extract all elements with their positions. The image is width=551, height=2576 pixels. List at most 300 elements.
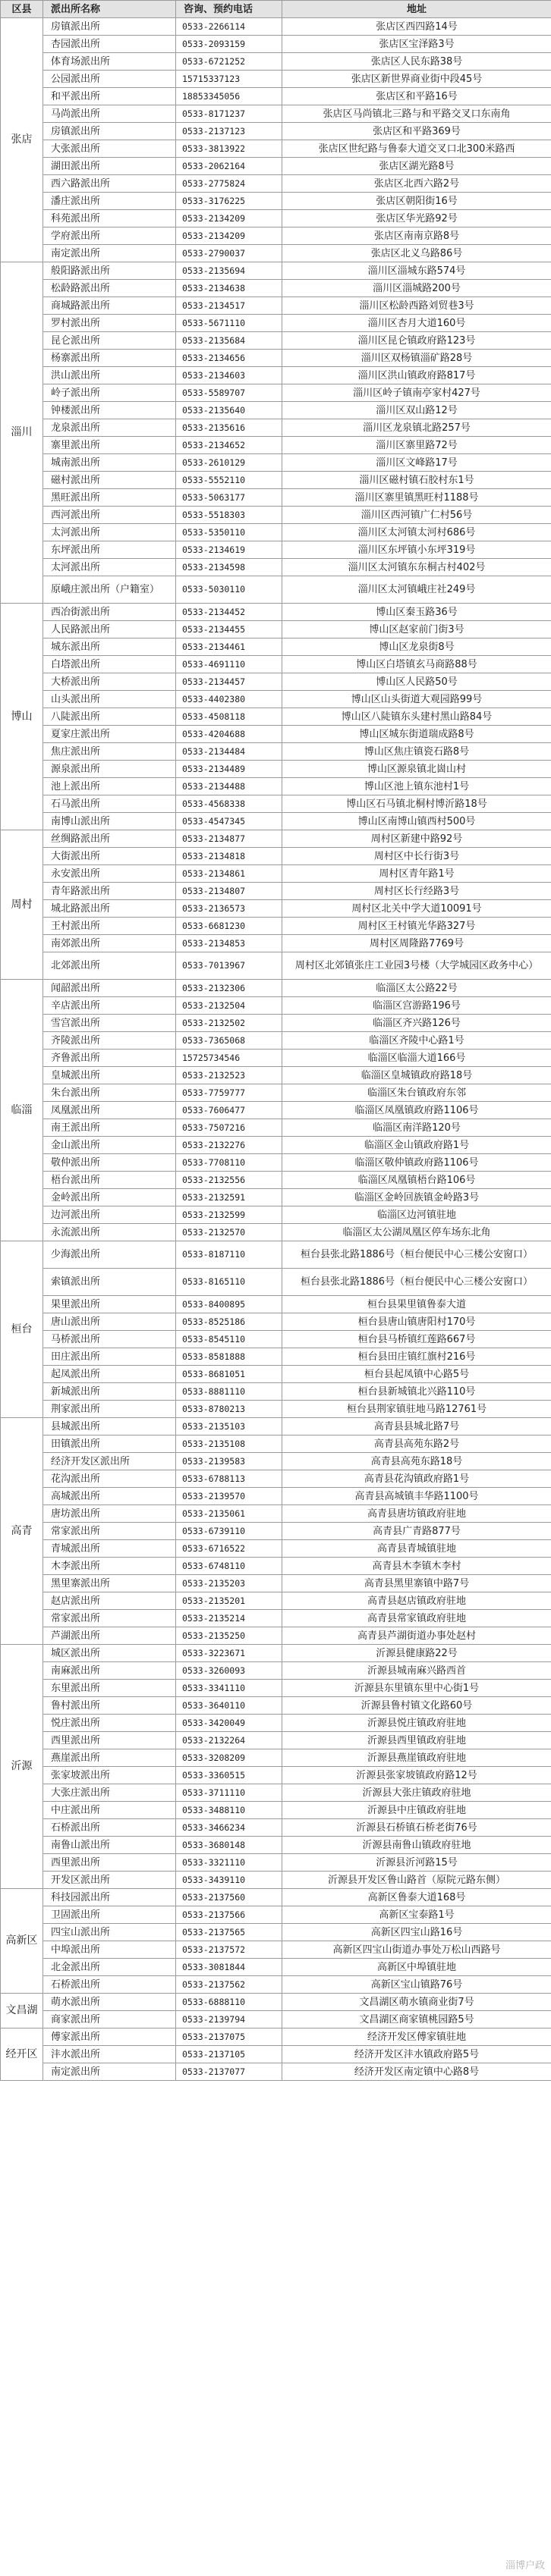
address-cell: 沂源县张家坡镇政府路12号 (282, 1767, 551, 1784)
phone-cell: 0533-2132502 (176, 1015, 282, 1032)
address-cell: 沂源县悦庄镇政府驻地 (282, 1715, 551, 1732)
address-cell: 淄川区龙泉镇北路257号 (282, 419, 551, 437)
station-name-cell: 城东派出所 (43, 639, 176, 656)
station-name-cell: 黑旺派出所 (43, 489, 176, 507)
table-row (1, 2011, 551, 2028)
station-name-cell: 城南派出所 (43, 454, 176, 472)
table-row (1, 980, 551, 997)
address-cell: 张店区马尚镇北三路与和平路交叉口东南角 (282, 105, 551, 123)
address-cell: 周村区周隆路7769号 (282, 935, 551, 952)
phone-cell: 0533-2135684 (176, 332, 282, 350)
table-row (1, 454, 551, 472)
table-row (1, 1889, 551, 1906)
table-row (1, 778, 551, 795)
phone-cell: 0533-2139583 (176, 1453, 282, 1470)
address-cell: 沂源县鲁村镇文化路60号 (282, 1697, 551, 1715)
address-cell: 沂源县沂河路15号 (282, 1854, 551, 1872)
station-name-cell: 果里派出所 (43, 1296, 176, 1313)
table-body (1, 18, 551, 2081)
address-cell: 博山区城东街道瑞成路8号 (282, 726, 551, 743)
address-cell: 张店区北义乌路86号 (282, 245, 551, 262)
address-cell: 周村区北郊镇张庄工业园3号楼（大学城园区政务中心） (282, 952, 551, 980)
header-phone: 咨询、预约电话 (176, 1, 282, 18)
station-name-cell: 房镇派出所 (43, 18, 176, 36)
phone-cell: 0533-2134489 (176, 761, 282, 778)
address-cell: 高青县高苑东路18号 (282, 1453, 551, 1470)
table-row (1, 1906, 551, 1924)
table-row (1, 576, 551, 604)
station-name-cell: 昆仑派出所 (43, 332, 176, 350)
table-row (1, 1558, 551, 1575)
table-row (1, 472, 551, 489)
phone-cell: 0533-3488110 (176, 1802, 282, 1819)
station-name-cell: 八陡派出所 (43, 708, 176, 726)
station-name-cell: 南郊派出所 (43, 935, 176, 952)
table-row (1, 36, 551, 53)
station-name-cell: 东里派出所 (43, 1680, 176, 1697)
table-row (1, 332, 551, 350)
address-cell: 淄川区洪山镇政府路817号 (282, 367, 551, 384)
table-row (1, 1154, 551, 1172)
phone-cell: 0533-2137077 (176, 2063, 282, 2081)
station-name-cell: 萌水派出所 (43, 1994, 176, 2011)
address-cell: 高青县广青路877号 (282, 1523, 551, 1540)
station-name-cell: 黑里寨派出所 (43, 1575, 176, 1592)
station-name-cell: 辛店派出所 (43, 997, 176, 1015)
table-row (1, 639, 551, 656)
county-cell: 张店 (1, 18, 43, 262)
table-row (1, 1540, 551, 1558)
table-row (1, 1680, 551, 1697)
table-row (1, 1715, 551, 1732)
station-name-cell: 悦庄派出所 (43, 1715, 176, 1732)
station-name-cell: 金山派出所 (43, 1137, 176, 1154)
table-row (1, 123, 551, 140)
phone-cell: 0533-2135201 (176, 1592, 282, 1610)
address-cell: 高新区宝泰路1号 (282, 1906, 551, 1924)
address-cell: 临淄区临淄大道166号 (282, 1050, 551, 1067)
station-name-cell: 城北路派出所 (43, 900, 176, 918)
phone-cell: 0533-7708110 (176, 1154, 282, 1172)
table-row (1, 1872, 551, 1889)
phone-cell: 0533-3439110 (176, 1872, 282, 1889)
table-row (1, 656, 551, 673)
table-row (1, 193, 551, 210)
station-name-cell: 沣水派出所 (43, 2046, 176, 2063)
table-row (1, 1837, 551, 1854)
phone-cell: 0533-2134861 (176, 865, 282, 883)
station-name-cell: 南鲁山派出所 (43, 1837, 176, 1854)
table-row (1, 1488, 551, 1505)
table-row (1, 88, 551, 105)
phone-cell: 0533-6788113 (176, 1470, 282, 1488)
phone-cell: 0533-2137560 (176, 1889, 282, 1906)
phone-cell: 0533-2137123 (176, 123, 282, 140)
station-name-cell: 常家派出所 (43, 1610, 176, 1627)
phone-cell: 0533-3176225 (176, 193, 282, 210)
phone-cell: 0533-2137565 (176, 1924, 282, 1941)
phone-cell: 0533-4568338 (176, 795, 282, 813)
station-name-cell: 般阳路派出所 (43, 262, 176, 280)
address-cell: 高青县木李镇木李村 (282, 1558, 551, 1575)
address-cell: 淄川区淄城路200号 (282, 280, 551, 297)
table-row (1, 621, 551, 639)
phone-cell: 0533-6888110 (176, 1994, 282, 2011)
phone-cell: 0533-4691110 (176, 656, 282, 673)
station-name-cell: 王村派出所 (43, 918, 176, 935)
station-name-cell: 南博山派出所 (43, 813, 176, 830)
address-cell: 临淄区皇城镇政府路18号 (282, 1067, 551, 1084)
phone-cell: 0533-3420049 (176, 1715, 282, 1732)
station-name-cell: 唐坊派出所 (43, 1505, 176, 1523)
station-name-cell: 公园派出所 (43, 71, 176, 88)
phone-cell: 0533-2132264 (176, 1732, 282, 1749)
table-row (1, 900, 551, 918)
station-name-cell: 北金派出所 (43, 1959, 176, 1976)
station-name-cell: 原峨庄派出所（户籍室） (43, 576, 176, 604)
address-cell: 张店区和平路369号 (282, 123, 551, 140)
phone-cell: 0533-8780213 (176, 1401, 282, 1418)
station-name-cell: 大桥派出所 (43, 673, 176, 691)
address-cell: 周村区青年路1号 (282, 865, 551, 883)
address-cell: 经济开发区傅家镇驻地 (282, 2028, 551, 2046)
phone-cell: 0533-8681051 (176, 1366, 282, 1383)
address-cell: 淄川区淄城东路574号 (282, 262, 551, 280)
phone-cell: 0533-3223671 (176, 1645, 282, 1662)
phone-cell: 0533-5063177 (176, 489, 282, 507)
phone-cell: 0533-2134452 (176, 604, 282, 621)
address-cell: 张店区湖光路8号 (282, 158, 551, 175)
phone-cell: 0533-8581888 (176, 1348, 282, 1366)
address-cell: 淄川区东坪镇小东坪319号 (282, 541, 551, 559)
phone-cell: 0533-3466234 (176, 1819, 282, 1837)
station-name-cell: 闻韶派出所 (43, 980, 176, 997)
station-name-cell: 西里派出所 (43, 1732, 176, 1749)
phone-cell: 0533-2134455 (176, 621, 282, 639)
station-name-cell: 西河派出所 (43, 507, 176, 524)
table-row (1, 1610, 551, 1627)
station-name-cell: 马桥派出所 (43, 1331, 176, 1348)
table-row (1, 140, 551, 158)
station-name-cell: 池上派出所 (43, 778, 176, 795)
phone-cell: 0533-3711110 (176, 1784, 282, 1802)
address-cell: 文昌湖区萌水镇商业街7号 (282, 1994, 551, 2011)
phone-cell: 0533-8881110 (176, 1383, 282, 1401)
phone-cell: 0533-2134484 (176, 743, 282, 761)
address-cell: 桓台县果里镇鲁泰大道 (282, 1296, 551, 1313)
table-row (1, 813, 551, 830)
table-row (1, 1224, 551, 1241)
phone-cell: 0533-2132591 (176, 1189, 282, 1206)
station-name-cell: 开发区派出所 (43, 1872, 176, 1889)
phone-cell: 0533-2134656 (176, 350, 282, 367)
phone-cell: 0533-6681230 (176, 918, 282, 935)
table-row (1, 1941, 551, 1959)
address-cell: 高新区中埠镇驻地 (282, 1959, 551, 1976)
phone-cell: 15725734546 (176, 1050, 282, 1067)
county-cell: 周村 (1, 830, 43, 980)
station-name-cell: 常家派出所 (43, 1523, 176, 1540)
station-name-cell: 夏家庄派出所 (43, 726, 176, 743)
station-name-cell: 人民路派出所 (43, 621, 176, 639)
address-cell: 张店区南南京路8号 (282, 227, 551, 245)
table-row (1, 952, 551, 980)
station-name-cell: 芦湖派出所 (43, 1627, 176, 1645)
table-row (1, 1575, 551, 1592)
table-row (1, 18, 551, 36)
station-name-cell: 田庄派出所 (43, 1348, 176, 1366)
phone-cell: 0533-2137105 (176, 2046, 282, 2063)
address-cell: 高新区鲁泰大道168号 (282, 1889, 551, 1906)
phone-cell: 0533-2137562 (176, 1976, 282, 1994)
station-name-cell: 西里派出所 (43, 1854, 176, 1872)
station-name-cell: 永安派出所 (43, 865, 176, 883)
phone-cell: 0533-4204688 (176, 726, 282, 743)
address-cell: 淄川区昆仑镇政府路123号 (282, 332, 551, 350)
phone-cell: 0533-2134638 (176, 280, 282, 297)
header-county: 区县 (1, 1, 43, 18)
station-name-cell: 青城派出所 (43, 1540, 176, 1558)
address-cell: 淄川区太河镇太河村686号 (282, 524, 551, 541)
address-cell: 淄川区岭子镇南亭家村427号 (282, 384, 551, 402)
table-row (1, 1784, 551, 1802)
table-row (1, 384, 551, 402)
table-row (1, 1067, 551, 1084)
phone-cell: 0533-2134619 (176, 541, 282, 559)
phone-cell: 0533-2135694 (176, 262, 282, 280)
station-name-cell: 商家派出所 (43, 2011, 176, 2028)
county-cell: 桓台 (1, 1241, 43, 1418)
station-name-cell: 磁村派出所 (43, 472, 176, 489)
address-cell: 博山区人民路50号 (282, 673, 551, 691)
address-cell: 桓台县起凤镇中心路5号 (282, 1366, 551, 1383)
address-cell: 周村区北关中学大道10091号 (282, 900, 551, 918)
table-row (1, 830, 551, 848)
phone-cell: 0533-2132556 (176, 1172, 282, 1189)
phone-cell: 0533-2139570 (176, 1488, 282, 1505)
address-cell: 临淄区凤凰镇梧台路106号 (282, 1172, 551, 1189)
address-cell: 临淄区宫游路196号 (282, 997, 551, 1015)
table-row (1, 1959, 551, 1976)
address-cell: 淄川区太河镇峨庄社249号 (282, 576, 551, 604)
station-name-cell: 木李派出所 (43, 1558, 176, 1575)
address-cell: 张店区朝阳街16号 (282, 193, 551, 210)
phone-cell: 0533-6721252 (176, 53, 282, 71)
station-name-cell: 傅家派出所 (43, 2028, 176, 2046)
station-name-cell: 石马派出所 (43, 795, 176, 813)
table-row (1, 1206, 551, 1224)
address-cell: 周村区新建中路92号 (282, 830, 551, 848)
table-row (1, 262, 551, 280)
table-row (1, 53, 551, 71)
table-row (1, 350, 551, 367)
address-cell: 临淄区边河镇驻地 (282, 1206, 551, 1224)
county-cell: 文昌湖 (1, 1994, 43, 2028)
address-cell: 沂源县西里镇政府驻地 (282, 1732, 551, 1749)
station-name-cell: 太河派出所 (43, 524, 176, 541)
address-cell: 高青县黑里寨镇中路7号 (282, 1575, 551, 1592)
phone-cell: 0533-2134517 (176, 297, 282, 315)
table-row (1, 1050, 551, 1067)
table-row (1, 1505, 551, 1523)
table-row (1, 935, 551, 952)
phone-cell: 0533-2134807 (176, 883, 282, 900)
header-station-name: 派出所名称 (43, 1, 176, 18)
station-name-cell: 田镇派出所 (43, 1435, 176, 1453)
phone-cell: 0533-2137572 (176, 1941, 282, 1959)
table-row (1, 1366, 551, 1383)
table-row (1, 1401, 551, 1418)
phone-cell: 0533-4508118 (176, 708, 282, 726)
address-cell: 博山区源泉镇北崮山村 (282, 761, 551, 778)
address-cell: 高青县芦湖街道办事处赵村 (282, 1627, 551, 1645)
table-row (1, 2028, 551, 2046)
table-row (1, 1749, 551, 1767)
station-name-cell: 杨寨派出所 (43, 350, 176, 367)
table-row (1, 1470, 551, 1488)
table-row (1, 1383, 551, 1401)
station-name-cell: 金岭派出所 (43, 1189, 176, 1206)
phone-cell: 0533-2134209 (176, 210, 282, 227)
phone-cell: 0533-5589707 (176, 384, 282, 402)
address-cell: 桓台县张北路1886号（桓台便民中心三楼公安窗口） (282, 1241, 551, 1269)
address-cell: 临淄区齐陵中心路1号 (282, 1032, 551, 1050)
address-cell: 沂源县大张庄镇政府驻地 (282, 1784, 551, 1802)
table-row (1, 1732, 551, 1749)
station-name-cell: 和平派出所 (43, 88, 176, 105)
station-name-cell: 齐鲁派出所 (43, 1050, 176, 1067)
address-cell: 淄川区杏月大道160号 (282, 315, 551, 332)
address-cell: 张店区和平路16号 (282, 88, 551, 105)
table-row (1, 1241, 551, 1269)
county-cell: 高新区 (1, 1889, 43, 1994)
table-row (1, 507, 551, 524)
phone-cell: 0533-2134598 (176, 559, 282, 576)
table-row (1, 673, 551, 691)
address-cell: 淄川区西河镇广仁村56号 (282, 507, 551, 524)
station-name-cell: 南麻派出所 (43, 1662, 176, 1680)
table-row (1, 541, 551, 559)
address-cell: 博山区白塔镇玄马商路88号 (282, 656, 551, 673)
table-row (1, 71, 551, 88)
phone-cell: 0533-2132276 (176, 1137, 282, 1154)
phone-cell: 0533-3680148 (176, 1837, 282, 1854)
address-cell: 博山区南博山镇西村500号 (282, 813, 551, 830)
phone-cell: 0533-2266114 (176, 18, 282, 36)
phone-cell: 0533-2134818 (176, 848, 282, 865)
station-name-cell: 索镇派出所 (43, 1269, 176, 1296)
phone-cell: 0533-7365068 (176, 1032, 282, 1050)
address-cell: 张店区世纪路与鲁泰大道交叉口北300米路西 (282, 140, 551, 158)
station-name-cell: 荆家派出所 (43, 1401, 176, 1418)
phone-cell: 0533-2134488 (176, 778, 282, 795)
county-cell: 经开区 (1, 2028, 43, 2081)
table-row (1, 918, 551, 935)
phone-cell: 0533-2134461 (176, 639, 282, 656)
address-cell: 博山区秦玉路36号 (282, 604, 551, 621)
phone-cell: 0533-8525186 (176, 1313, 282, 1331)
address-cell: 张店区新世界商业街中段45号 (282, 71, 551, 88)
address-cell: 张店区西四路14号 (282, 18, 551, 36)
address-cell: 博山区龙泉街8号 (282, 639, 551, 656)
phone-cell: 0533-2135616 (176, 419, 282, 437)
phone-cell: 0533-7606477 (176, 1102, 282, 1119)
table-row (1, 1767, 551, 1784)
county-cell: 淄川 (1, 262, 43, 604)
table-row (1, 1331, 551, 1348)
address-cell: 高青县常家镇政府驻地 (282, 1610, 551, 1627)
station-name-cell: 雪宫派出所 (43, 1015, 176, 1032)
station-name-cell: 中庄派出所 (43, 1802, 176, 1819)
phone-cell: 0533-2134877 (176, 830, 282, 848)
phone-cell: 0533-3360515 (176, 1767, 282, 1784)
address-cell: 高青县青城镇驻地 (282, 1540, 551, 1558)
phone-cell: 0533-7507216 (176, 1119, 282, 1137)
address-cell: 桓台县荆家镇驻地马路12761号 (282, 1401, 551, 1418)
table-row (1, 524, 551, 541)
station-name-cell: 新城派出所 (43, 1383, 176, 1401)
phone-cell: 0533-3813922 (176, 140, 282, 158)
phone-cell: 0533-2775824 (176, 175, 282, 193)
address-cell: 博山区赵家前门街3号 (282, 621, 551, 639)
county-cell: 博山 (1, 604, 43, 830)
station-name-cell: 寨里派出所 (43, 437, 176, 454)
address-cell: 沂源县开发区鲁山路首（原院元路东侧） (282, 1872, 551, 1889)
address-cell: 张店区人民东路38号 (282, 53, 551, 71)
station-name-cell: 石桥派出所 (43, 1976, 176, 1994)
station-name-cell: 体育场派出所 (43, 53, 176, 71)
address-cell: 淄川区寨里镇黑旺村1188号 (282, 489, 551, 507)
phone-cell: 18853345056 (176, 88, 282, 105)
table-row (1, 1032, 551, 1050)
table-row (1, 1418, 551, 1435)
address-cell: 经济开发区沣水镇政府路5号 (282, 2046, 551, 2063)
station-name-cell: 商城路派出所 (43, 297, 176, 315)
address-cell: 临淄区金岭回族镇金岭路3号 (282, 1189, 551, 1206)
station-name-cell: 湖田派出所 (43, 158, 176, 175)
table-row (1, 883, 551, 900)
address-cell: 博山区山头街道大观园路99号 (282, 691, 551, 708)
table-row (1, 245, 551, 262)
phone-cell: 0533-2136573 (176, 900, 282, 918)
phone-cell: 0533-2134853 (176, 935, 282, 952)
station-name-cell: 高城派出所 (43, 1488, 176, 1505)
phone-cell: 0533-2135640 (176, 402, 282, 419)
address-cell: 沂源县东里镇东里中心街1号 (282, 1680, 551, 1697)
phone-cell: 0533-8400895 (176, 1296, 282, 1313)
station-name-cell: 花沟派出所 (43, 1470, 176, 1488)
station-name-cell: 经济开发区派出所 (43, 1453, 176, 1470)
station-name-cell: 马尚派出所 (43, 105, 176, 123)
station-name-cell: 凤凰派出所 (43, 1102, 176, 1119)
phone-cell: 15715337123 (176, 71, 282, 88)
phone-cell: 0533-6716522 (176, 1540, 282, 1558)
address-cell: 沂源县城南麻兴路西首 (282, 1662, 551, 1680)
table-row (1, 743, 551, 761)
table-row (1, 1854, 551, 1872)
table-row (1, 1119, 551, 1137)
phone-cell: 0533-3321110 (176, 1854, 282, 1872)
address-cell: 临淄区南洋路120号 (282, 1119, 551, 1137)
table-row (1, 1137, 551, 1154)
table-row (1, 604, 551, 621)
table-row (1, 175, 551, 193)
station-name-cell: 松龄路派出所 (43, 280, 176, 297)
phone-cell: 0533-2134652 (176, 437, 282, 454)
phone-cell: 0533-8171237 (176, 105, 282, 123)
address-cell: 高青县高城镇丰华路1100号 (282, 1488, 551, 1505)
table-row (1, 297, 551, 315)
